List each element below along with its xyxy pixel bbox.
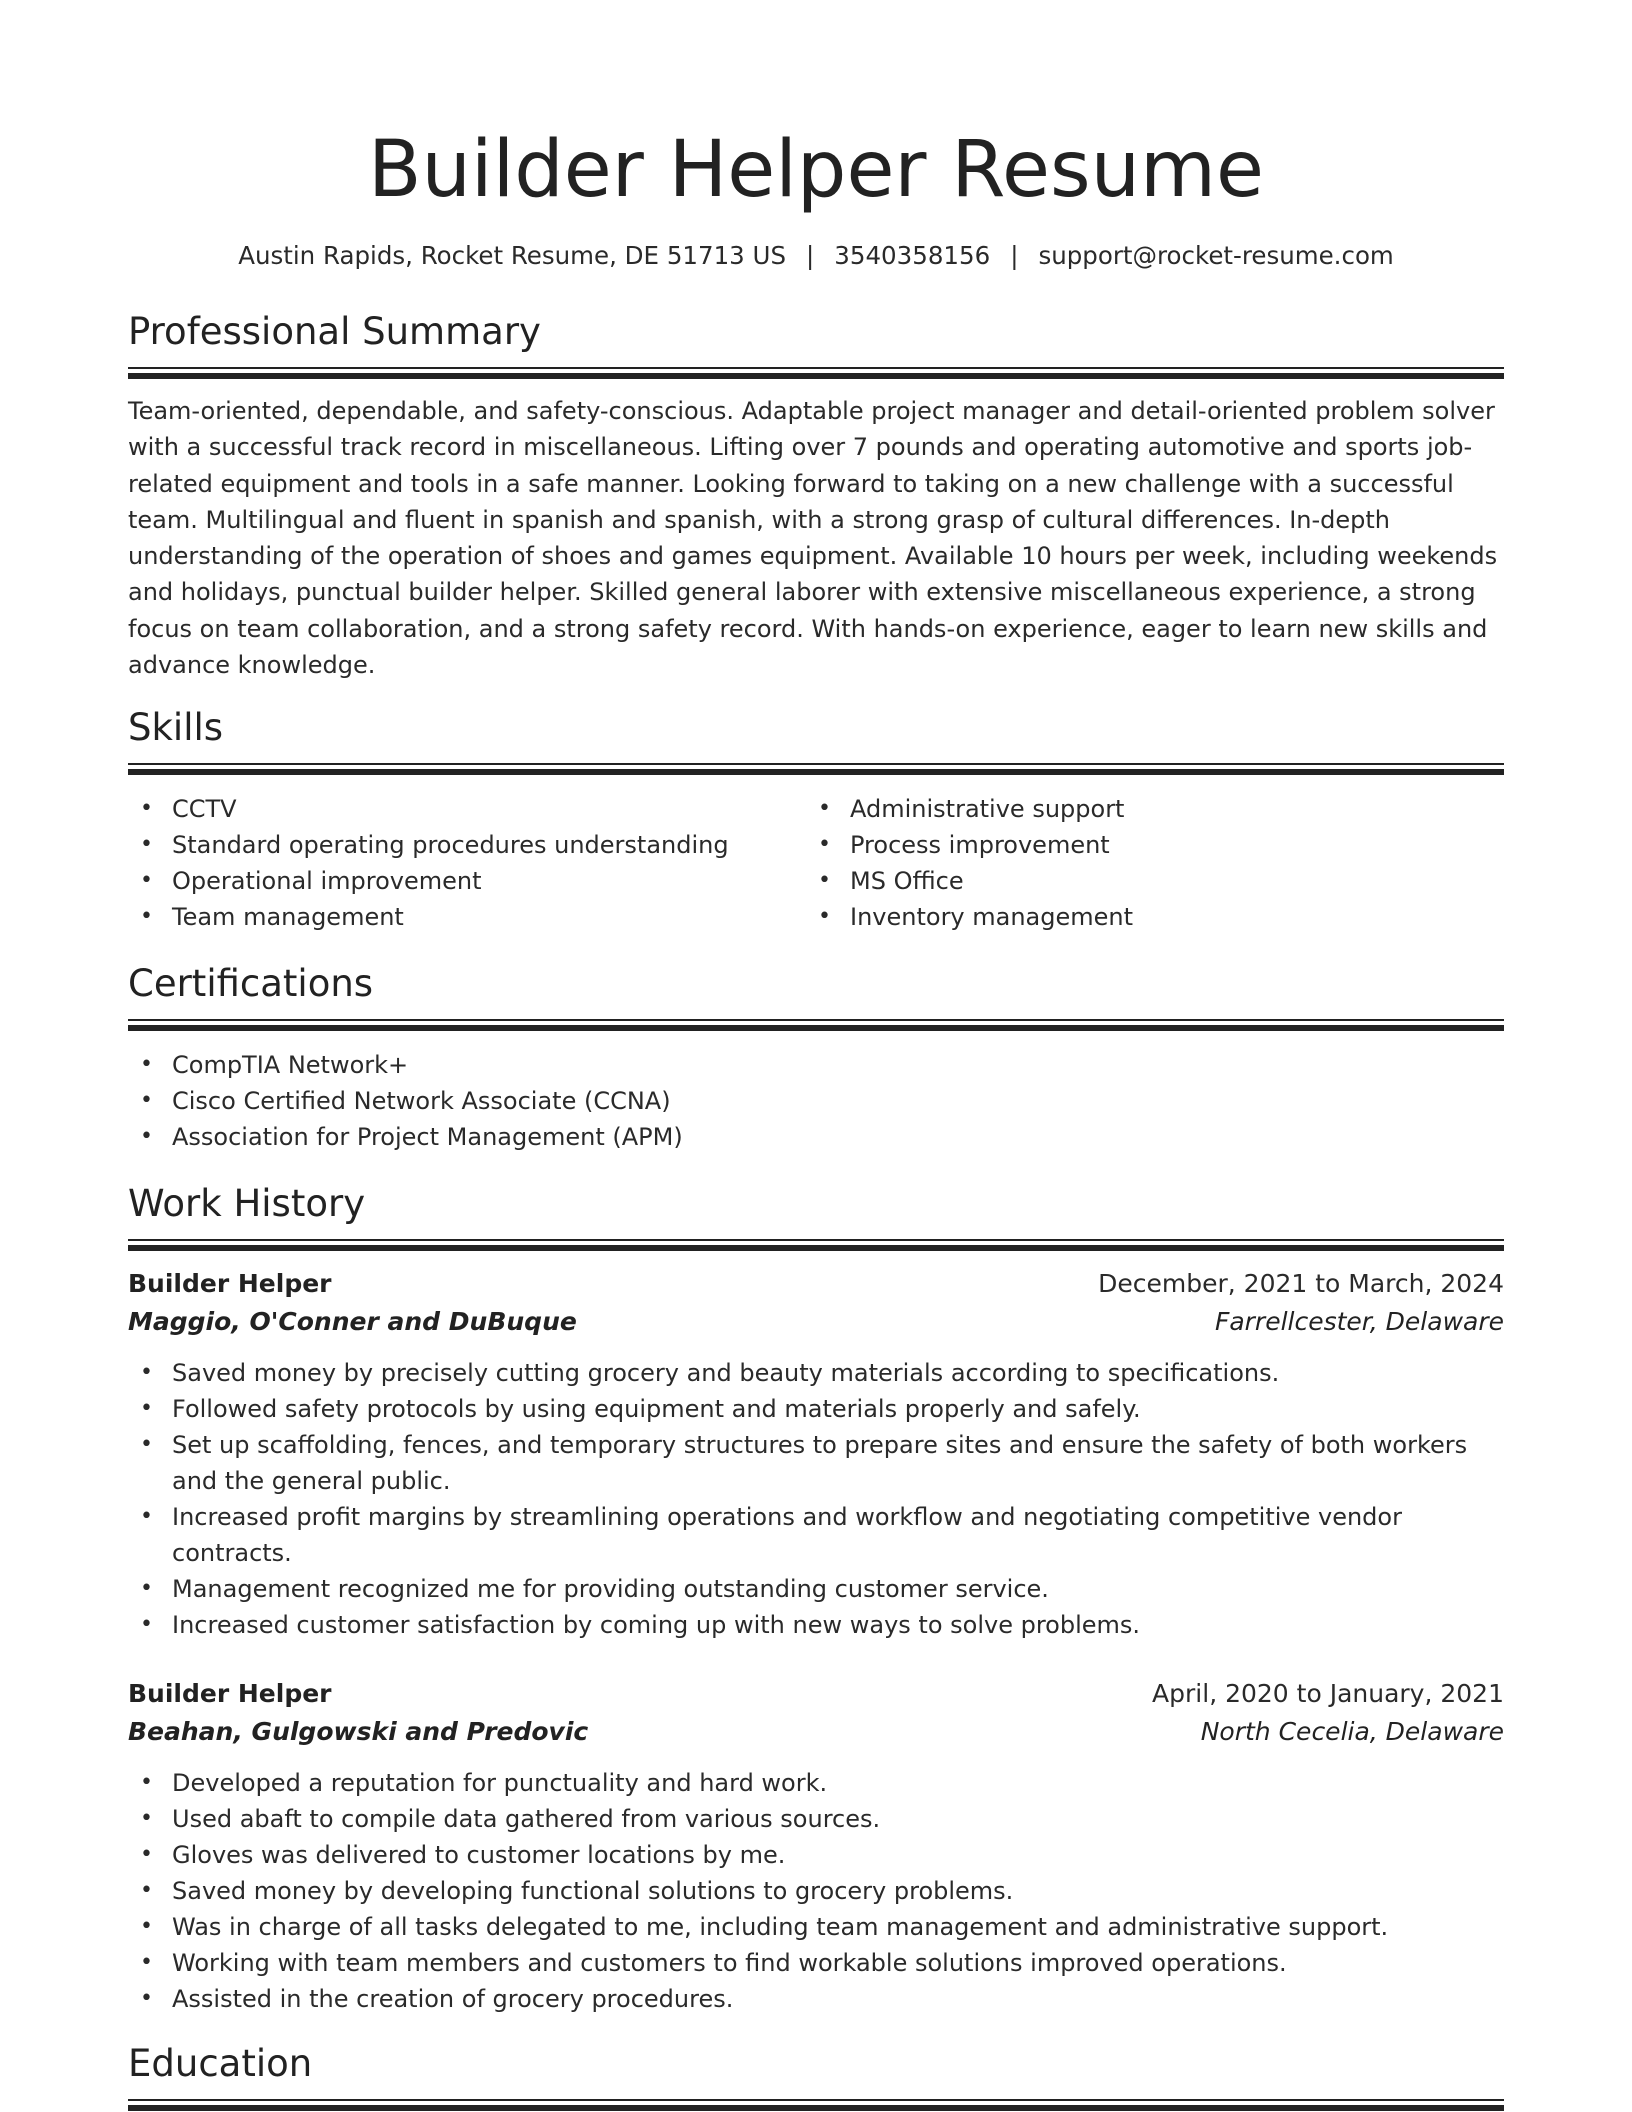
job-bullet: • Followed safety protocols by using equipment and materials properly and safely. bbox=[128, 1391, 1504, 1427]
job-dates: December, 2021 to March, 2024 bbox=[1098, 1269, 1504, 1299]
summary-text: Team-oriented, dependable, and safety-conscious. Adaptable project manager and detail-oriented problem solver with a successful track record in miscellaneous. Lifting over 7 pounds and operating automotive and sports job-related equipment and tools in a safe manner. Looking forward to taking on a new challenge with a successful team. Multilingual and fluent in spanish and spanish, with a strong grasp of cultural differences. In-depth understanding of the operation of shoes and games equipment. Available 10 hours per week, including weekends and holidays, punctual builder helper. Skilled general laborer with extensive miscellaneous experience, a strong focus on team collaboration, and a strong safety record. With hands-on experience, eager to learn new skills and advance knowledge. bbox=[128, 397, 1498, 680]
contact-address: Austin Rapids, Rocket Resume, DE 51713 US bbox=[238, 241, 787, 270]
job-header-row bbox=[128, 1265, 1504, 1303]
job-dates: April, 2020 to January, 2021 bbox=[1152, 1679, 1504, 1709]
job-entry bbox=[128, 1265, 1504, 1643]
job-company-row bbox=[128, 1713, 1504, 1751]
skills-list-left bbox=[128, 791, 806, 935]
job-bullet: • Set up scaffolding, fences, and temporary structures to prepare sites and ensure the safety of both workers and the general public. bbox=[128, 1427, 1504, 1499]
section-divider bbox=[128, 367, 1504, 379]
summary-heading: Professional Summary bbox=[128, 310, 541, 353]
contact-line bbox=[128, 238, 1504, 274]
work-section bbox=[128, 1179, 1504, 2017]
job-bullet-list bbox=[128, 1765, 1504, 2017]
section-divider bbox=[128, 1019, 1504, 1031]
certifications-heading: Certifications bbox=[128, 962, 374, 1006]
skill-item: • MS Office bbox=[806, 863, 1484, 899]
contact-separator: | bbox=[806, 241, 815, 270]
skills-section bbox=[128, 703, 1504, 935]
job-entry bbox=[128, 1675, 1504, 2017]
job-bullet: • Working with team members and customers to find workable solutions improved operations. bbox=[128, 1945, 1504, 1981]
skill-item: • Process improvement bbox=[806, 827, 1484, 863]
section-divider bbox=[128, 1239, 1504, 1251]
job-bullet: • Gloves was delivered to customer locations by me. bbox=[128, 1837, 1504, 1873]
job-bullet: • Assisted in the creation of grocery procedures. bbox=[128, 1981, 1504, 2017]
skill-item: • Operational improvement bbox=[128, 863, 806, 899]
education-heading: Education bbox=[128, 2042, 313, 2086]
education-section bbox=[128, 2039, 1504, 2111]
job-company: Beahan, Gulgowski and Predovic bbox=[128, 1717, 589, 1747]
summary-section bbox=[128, 307, 1504, 683]
job-bullet: • Increased customer satisfaction by coming up with new ways to solve problems. bbox=[128, 1607, 1504, 1643]
certifications-section bbox=[128, 959, 1504, 1155]
job-location: Farrellcester, Delaware bbox=[1214, 1307, 1504, 1337]
skills-list-right bbox=[806, 791, 1484, 935]
job-location: North Cecelia, Delaware bbox=[1200, 1717, 1504, 1747]
job-bullet: • Increased profit margins by streamlining operations and workflow and negotiating competitive vendor contracts. bbox=[128, 1499, 1504, 1571]
certification-item: • Cisco Certified Network Associate (CCNA) bbox=[128, 1083, 1504, 1119]
skill-item: • Inventory management bbox=[806, 899, 1484, 935]
resume-page bbox=[128, 0, 1504, 2111]
job-title: Builder Helper bbox=[128, 1679, 332, 1709]
contact-separator: | bbox=[1010, 241, 1019, 270]
job-bullet: • Management recognized me for providing outstanding customer service. bbox=[128, 1571, 1504, 1607]
job-company-row bbox=[128, 1303, 1504, 1341]
job-bullet: • Saved money by developing functional solutions to grocery problems. bbox=[128, 1873, 1504, 1909]
job-bullet-list bbox=[128, 1355, 1504, 1643]
page-title: Builder Helper Resume bbox=[367, 125, 1265, 215]
skill-item: • Administrative support bbox=[806, 791, 1484, 827]
section-divider bbox=[128, 2099, 1504, 2111]
job-bullet: • Saved money by precisely cutting grocery and beauty materials according to specifications. bbox=[128, 1355, 1504, 1391]
work-heading: Work History bbox=[128, 1182, 366, 1226]
certification-item: • CompTIA Network+ bbox=[128, 1047, 1504, 1083]
contact-phone: 3540358156 bbox=[834, 241, 991, 270]
certification-item: • Association for Project Management (APM) bbox=[128, 1119, 1504, 1155]
skills-heading: Skills bbox=[128, 706, 224, 750]
job-header-row bbox=[128, 1675, 1504, 1713]
skills-columns bbox=[128, 791, 1504, 935]
contact-email: support@rocket-resume.com bbox=[1038, 241, 1394, 270]
skill-item: • Team management bbox=[128, 899, 806, 935]
certifications-list bbox=[128, 1047, 1504, 1155]
job-bullet: • Developed a reputation for punctuality and hard work. bbox=[128, 1765, 1504, 1801]
job-company: Maggio, O'Conner and DuBuque bbox=[128, 1307, 577, 1337]
skill-item: • Standard operating procedures understanding bbox=[128, 827, 806, 863]
skill-item: • CCTV bbox=[128, 791, 806, 827]
job-bullet: • Used abaft to compile data gathered from various sources. bbox=[128, 1801, 1504, 1837]
section-divider bbox=[128, 763, 1504, 775]
job-bullet: • Was in charge of all tasks delegated to me, including team management and administrative support. bbox=[128, 1909, 1504, 1945]
job-title: Builder Helper bbox=[128, 1269, 332, 1299]
